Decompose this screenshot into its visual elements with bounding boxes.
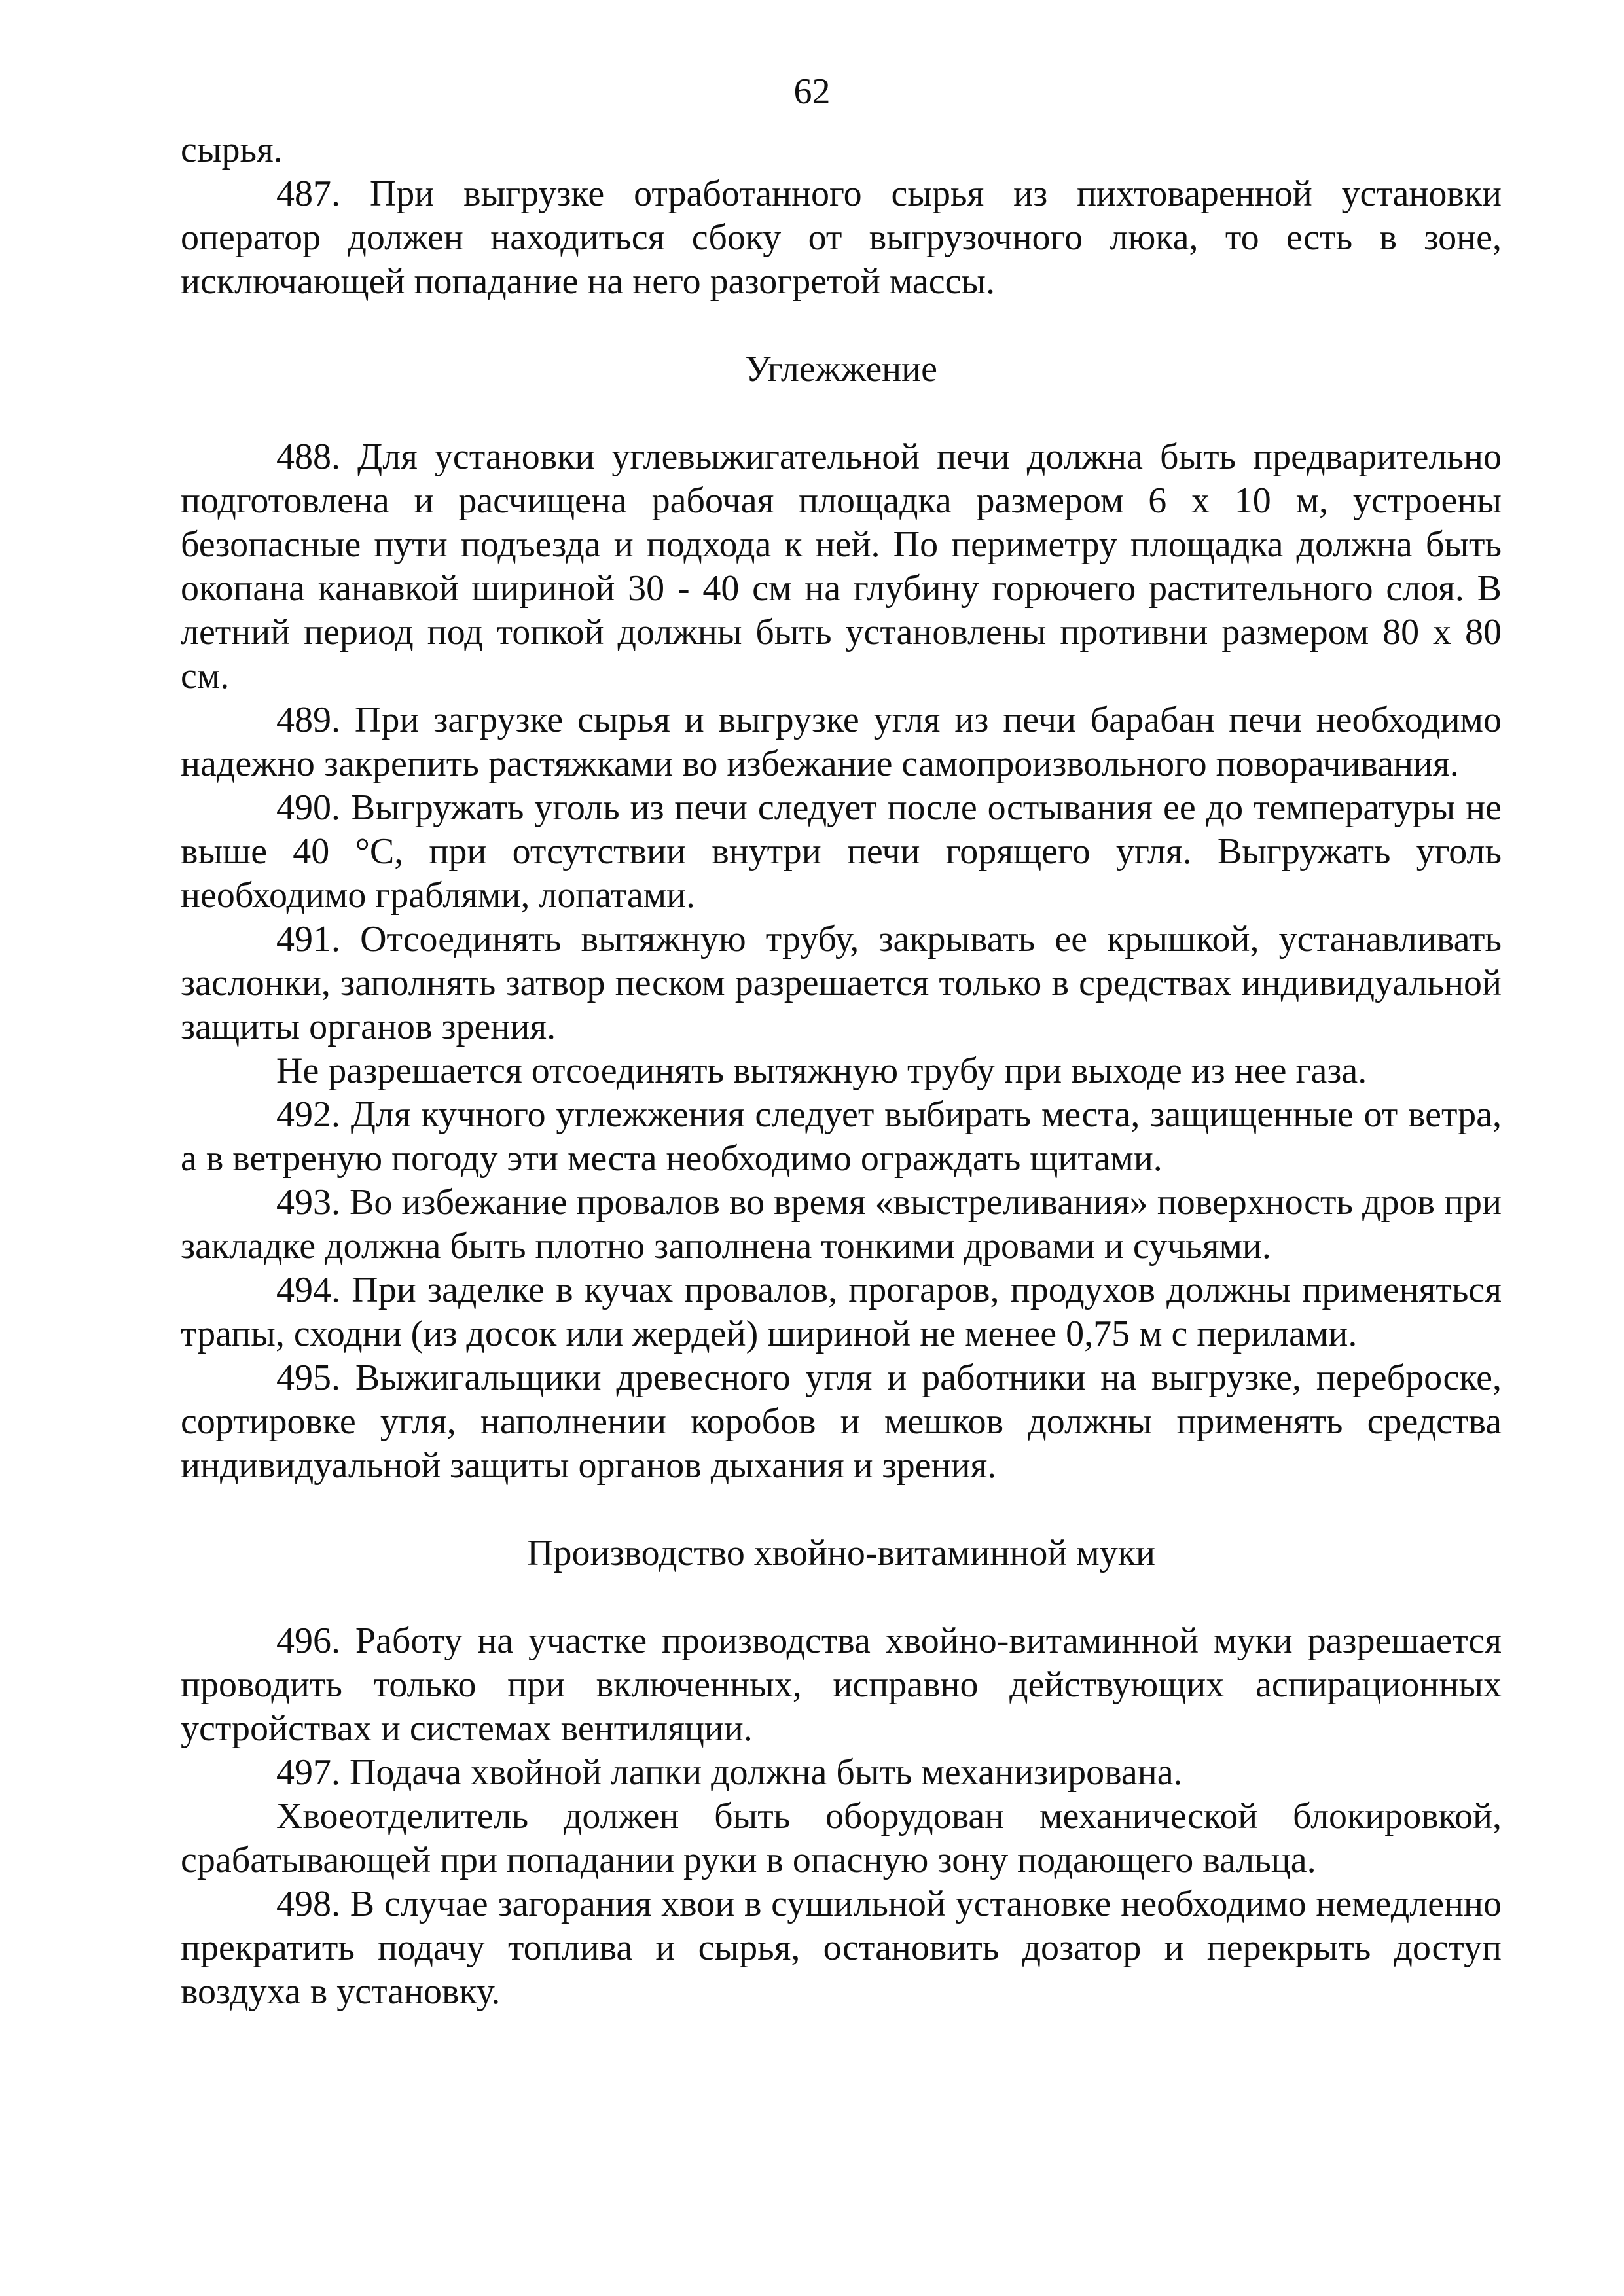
paragraph-497: 497. Подача хвойной лапки должна быть механизирована. xyxy=(276,1752,1183,1793)
paragraph-494: 494. При заделке в кучах провалов, прогаров, продухов должны применяться трапы, сходни (из досок или жердей) шириной не менее 0,75 м с перилами. xyxy=(181,1270,1502,1354)
spacer xyxy=(181,1575,1502,1619)
paragraph-493: 493. Во избежание провалов во время «выстреливания» поверхность дров при закладке должна быть плотно заполнена тонкими дровами и сучьями. xyxy=(181,1182,1502,1266)
section-heading-coal-burning: Углежжение xyxy=(745,349,937,389)
paragraph-497-note: Хвоеотделитель должен быть оборудован механической блокировкой, срабатывающей при попадании руки в опасную зону подающего вальца. xyxy=(181,1796,1502,1880)
paragraph-489: 489. При загрузке сырья и выгрузке угля из печи барабан печи необходимо надежно закрепить растяжками во избежание самопроизвольного поворачивания. xyxy=(181,700,1502,784)
paragraph-487: 487. При выгрузке отработанного сырья из пихтоваренной установки оператор должен находиться сбоку от выгрузочного люка, то есть в зоне, исключающей попадание на него разогретой массы. xyxy=(181,173,1502,302)
spacer xyxy=(181,304,1502,348)
paragraph-496: 496. Работу на участке производства хвойно-витаминной муки разрешается проводить только при включенных, исправно действующих аспирационных устройствах и системах вентиляции. xyxy=(181,1621,1502,1749)
paragraph-488: 488. Для установки углевыжигательной печи должна быть предварительно подготовлена и расчищена рабочая площадка размером 6 х 10 м, устроены безопасные пути подъезда и подхода к ней. По периметру площадка должна быть окопана канавкой шириной 30 - 40 см на глубину горючего растительного слоя. В летний период под топкой должны быть установлены противни размером 80 х 80 см. xyxy=(181,437,1502,696)
spacer xyxy=(181,1488,1502,1532)
spacer xyxy=(181,391,1502,435)
document-body xyxy=(181,128,1502,2014)
paragraph-498: 498. В случае загорания хвои в сушильной установке необходимо немедленно прекратить подачу топлива и сырья, остановить дозатор и перекрыть доступ воздуха в установку. xyxy=(181,1884,1502,2012)
section-heading-needle-flour: Производство хвойно-витаминной муки xyxy=(527,1533,1155,1573)
paragraph-495: 495. Выжигальщики древесного угля и работники на выгрузке, переброске, сортировке угля, наполнении коробов и мешков должны применять средства индивидуальной защиты органов дыхания и зрения. xyxy=(181,1357,1502,1486)
page-number: 62 xyxy=(793,71,831,112)
paragraph-492: 492. Для кучного углежжения следует выбирать места, защищенные от ветра, а в ветреную погоду эти места необходимо ограждать щитами. xyxy=(181,1094,1502,1179)
paragraph-continuation: сырья. xyxy=(181,130,283,170)
paragraph-490: 490. Выгружать уголь из печи следует после остывания ее до температуры не выше 40 °С, при отсутствии внутри печи горящего угля. Выгружать уголь необходимо граблями, лопатами. xyxy=(181,787,1502,916)
paragraph-491-note: Не разрешается отсоединять вытяжную трубу при выходе из нее газа. xyxy=(276,1050,1367,1091)
paragraph-491: 491. Отсоединять вытяжную трубу, закрывать ее крышкой, устанавливать заслонки, заполнять затвор песком разрешается только в средствах индивидуальной защиты органов зрения. xyxy=(181,919,1502,1047)
